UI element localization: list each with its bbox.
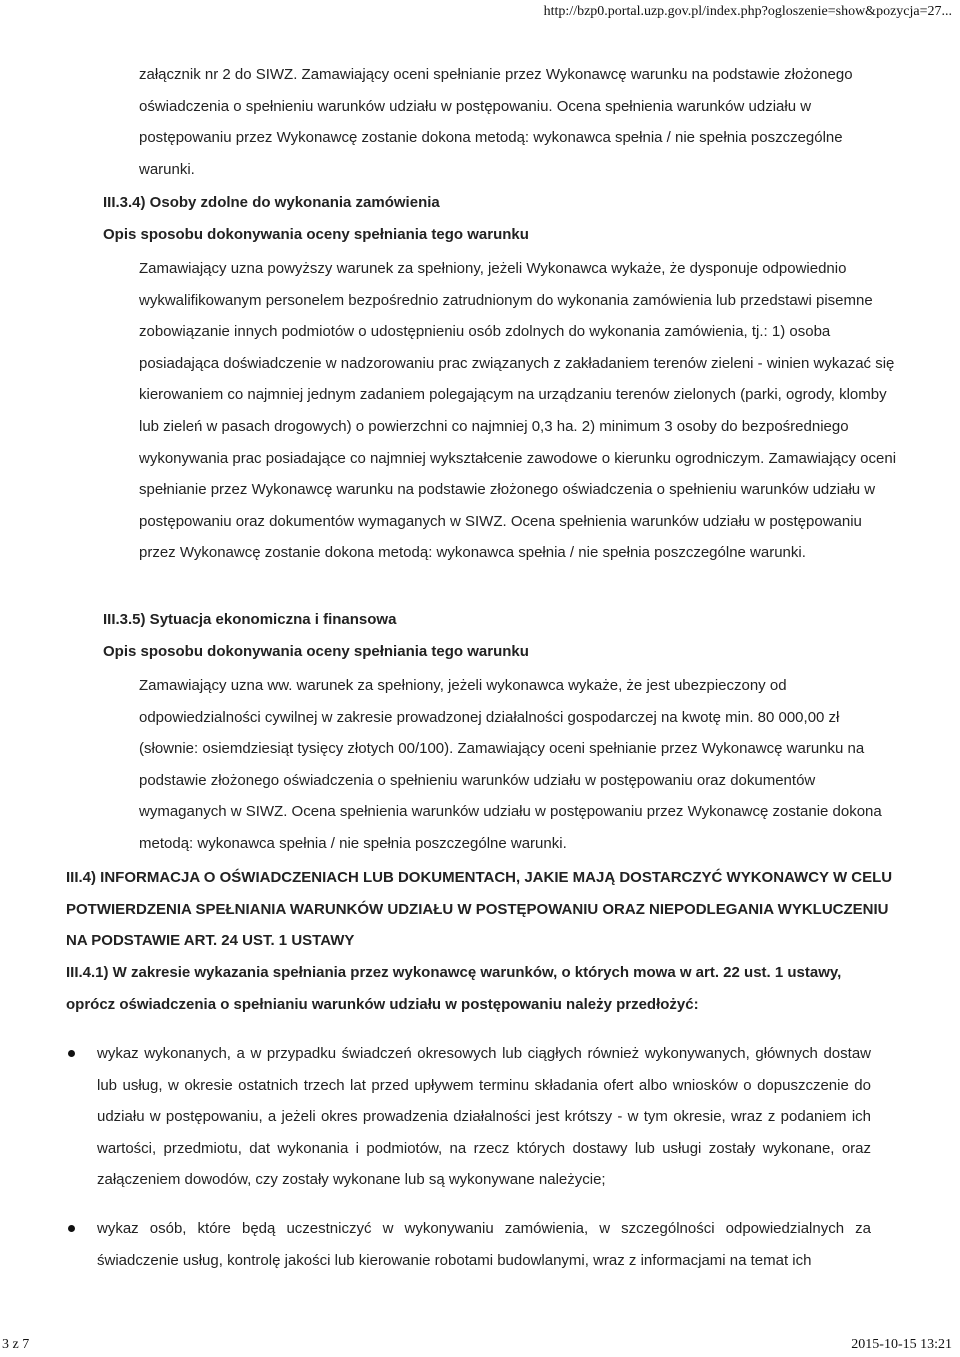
bullet-icon: [68, 1225, 75, 1232]
section-3-4-heading: III.3.4) Osoby zdolne do wykonania zamówienia: [103, 194, 440, 211]
print-timestamp: 2015-10-15 13:21: [851, 1337, 952, 1352]
section-3-5-heading: III.3.5) Sytuacja ekonomiczna i finansowa: [103, 611, 397, 628]
page-url: http://bzp0.portal.uzp.gov.pl/index.php?ogloszenie=show&pozycja=27...: [543, 4, 952, 19]
section-3-4-subheading: Opis sposobu dokonywania oceny spełniania tego warunku: [103, 226, 529, 243]
page-number: 3 z 7: [2, 1337, 30, 1352]
bullet-icon: [68, 1050, 75, 1057]
section-3-4-body: Zamawiający uzna powyższy warunek za spełniony, jeżeli Wykonawca wykaże, że dysponuje odpowiednio wykwalifikowanym personelem bezpośrednio zatrudnionym do wykonania zamówienia lub przedstawi pisemne zobowiązanie innych podmiotów o udostępnieniu osób zdolnych do wykonania zamówienia, tj.: 1) osoba posiadająca doświadczenie w nadzorowaniu prac związanych z zakładaniem terenów zieleni - winien wykazać się kierowaniem co najmniej jednym zadaniem polegającym na urządzaniu terenów zielonych (parki, ogrody, klomby lub zieleń w pasach drogowych) o powierzchni co najmniej 0,3 ha. 2) minimum 3 osoby do bezpośredniego wykonywania prac posiadające co najmniej wykształcenie zawodowe o kierunku ogrodniczym. Zamawiający oceni spełnianie przez Wykonawcę warunku na podstawie złożonego oświadczenia o spełnieniu warunków udziału w postępowaniu oraz dokumentów wymaganych w SIWZ. Ocena spełnienia warunków udziału w postępowaniu przez Wykonawcę zostanie dokona metodą: wykonawca spełnia / nie spełnia poszczególne warunki.: [139, 260, 897, 562]
list-item: [66, 1213, 876, 1283]
intro-paragraph: załącznik nr 2 do SIWZ. Zamawiający oceni spełnianie przez Wykonawcę warunku na podstawie złożonego oświadczenia o spełnieniu warunków udziału w postępowaniu. Ocena spełnienia warunków udziału w postępowaniu przez Wykonawcę zostanie dokona metodą: wykonawca spełnia / nie spełnia poszczególne warunki.: [139, 66, 853, 178]
list-item-text: wykaz osób, które będą uczestniczyć w wykonywaniu zamówienia, w szczególności odpowiedzialnych za świadczenie usług, kontrolę jakości lub kierowanie robotami budowlanymi, wraz z informacjami na temat ich: [97, 1220, 871, 1269]
section-3-5-subheading: Opis sposobu dokonywania oceny spełniania tego warunku: [103, 643, 529, 660]
section-3-5-body: Zamawiający uzna ww. warunek za spełniony, jeżeli wykonawca wykaże, że jest ubezpieczony od odpowiedzialności cywilnej w zakresie prowadzonej działalności gospodarczej na kwotę min. 80 000,00 zł (słownie: osiemdziesiąt tysięcy złotych 00/100). Zamawiający oceni spełnianie przez Wykonawcę warunku na podstawie złożonego oświadczenia o spełnieniu warunków udziału w postępowaniu oraz dokumentów wymaganych w SIWZ. Ocena spełnienia warunków udziału w postępowaniu przez Wykonawcę zostanie dokona metodą: wykonawca spełnia / nie spełnia poszczególne warunki.: [139, 677, 882, 852]
list-item-text: wykaz wykonanych, a w przypadku świadczeń okresowych lub ciągłych również wykonywanych, głównych dostaw lub usług, w okresie ostatnich trzech lat przed upływem terminu składania ofert albo wniosków o dopuszczenie do udziału w postępowaniu, a jeżeli okres prowadzenia działalności jest krótszy - w tym okresie, wraz z podaniem ich wartości, przedmiotu, dat wykonania i podmiotów, na rzecz których dostawy lub usługi zostały wykonane, oraz załączeniem dowodów, czy zostały wykonane lub są wykonywane należycie;: [97, 1045, 871, 1189]
section-4-1-heading: III.4.1) W zakresie wykazania spełniania przez wykonawcę warunków, o których mowa w art. 22 ust. 1 ustawy, oprócz oświadczenia o spełnianiu warunków udziału w postępowaniu należy przedłożyć:: [66, 964, 842, 1013]
section-4-heading: III.4) INFORMACJA O OŚWIADCZENIACH LUB DOKUMENTACH, JAKIE MAJĄ DOSTARCZYĆ WYKONAWCY W CELU POTWIERDZENIA SPEŁNIANIA WARUNKÓW UDZIAŁU W POSTĘPOWANIU ORAZ NIEPODLEGANIA WYKLUCZENIU NA PODSTAWIE ART. 24 UST. 1 USTAWY: [66, 869, 893, 950]
list-item: [66, 1038, 876, 1198]
